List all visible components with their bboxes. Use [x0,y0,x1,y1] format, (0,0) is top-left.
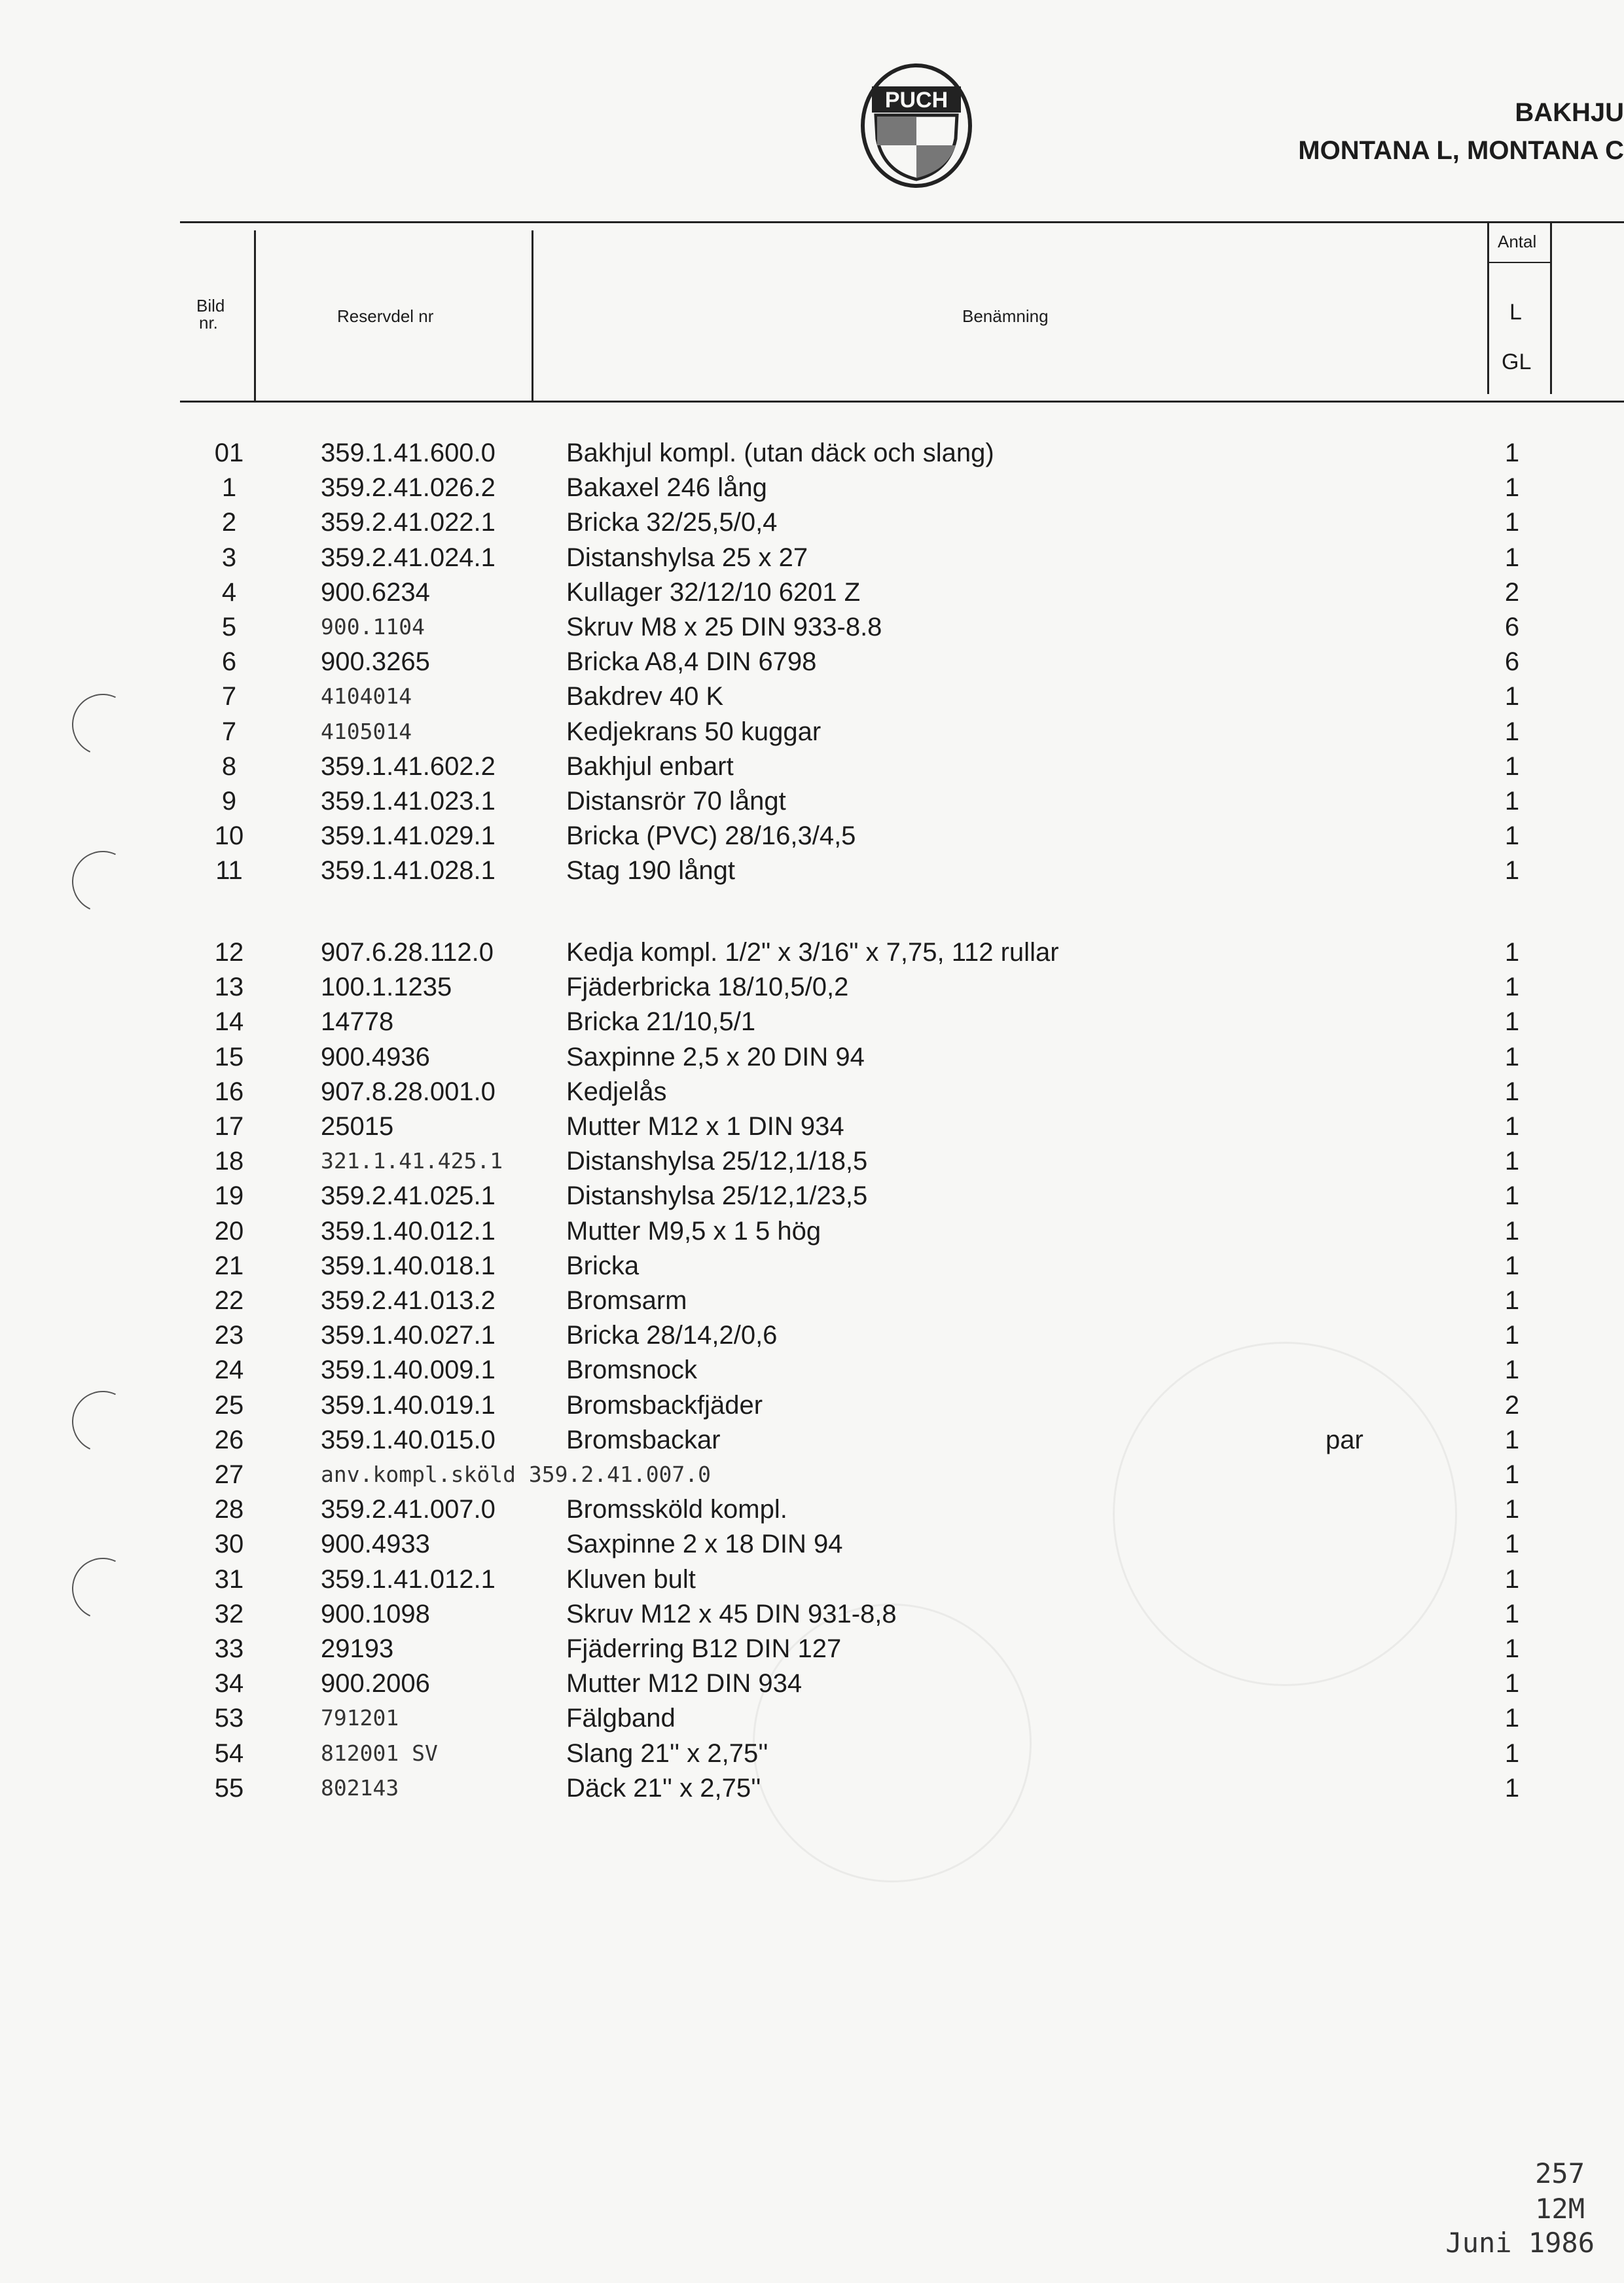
quantity-cell: 1 [1504,856,1520,886]
bild-nr-cell: 9 [221,787,237,816]
table-row [0,1700,1624,1736]
bild-nr-cell: 20 [214,1216,244,1246]
description-cell: Stag 190 långt [566,856,735,886]
bild-nr-cell: 30 [214,1530,244,1559]
part-number-cell: 359.1.41.029.1 [321,821,496,851]
description-cell: Bricka 32/25,5/0,4 [566,508,778,537]
header-nr: nr. [199,313,218,333]
table-row [0,969,1624,1005]
description-cell: Fälgband [566,1704,676,1733]
description-cell: Skruv M12 x 45 DIN 931-8,8 [566,1599,897,1628]
bild-nr-cell: 19 [214,1181,244,1211]
unit-note-cell: par [1326,1425,1363,1454]
quantity-cell: 1 [1504,938,1520,967]
table-row [0,1736,1624,1771]
bild-nr-cell: 17 [214,1112,244,1141]
table-row [0,818,1624,854]
bild-nr-cell: 3 [221,543,237,572]
quantity-cell: 1 [1504,973,1520,1002]
part-number-cell: 907.8.28.001.0 [321,1077,496,1106]
header-gl: GL [1502,350,1532,374]
quantity-cell: 2 [1504,1390,1520,1420]
quantity-cell: 1 [1504,751,1520,781]
quantity-cell: 1 [1504,787,1520,816]
bild-nr-cell: 6 [221,647,237,677]
column-divider [532,230,533,402]
bild-nr-cell: 5 [221,613,237,641]
bild-nr-cell: 16 [214,1077,244,1106]
table-row [0,1422,1624,1458]
table-row [0,749,1624,784]
description-cell: Kedja kompl. 1/2" x 3/16" x 7,75, 112 rullar [566,938,1059,967]
table-row [0,1283,1624,1318]
part-number-cell: 907.6.28.112.0 [321,938,494,967]
part-number-cell: 900.1098 [321,1599,430,1628]
description-cell: Kluven bult [566,1564,696,1594]
header-bild: Bild [196,296,225,315]
edition-code: 12M [1535,2193,1585,2225]
description-cell: Saxpinne 2,5 x 20 DIN 94 [566,1042,865,1071]
column-divider [1550,223,1552,394]
header-reservdel: Reservdel nr [337,306,434,326]
description-cell: Mutter M12 DIN 934 [566,1669,803,1699]
part-number-cell: 359.1.41.602.2 [321,751,496,781]
quantity-cell: 1 [1504,1669,1520,1699]
description-cell: Fjäderring B12 DIN 127 [566,1634,842,1663]
description-cell: Bricka A8,4 DIN 6798 [566,647,817,677]
table-row [0,783,1624,819]
column-divider [1487,223,1489,394]
table-row [0,1492,1624,1527]
description-cell: Skruv M8 x 25 DIN 933-8.8 [566,613,882,641]
part-number-cell: 4104014 [321,683,412,710]
bild-nr-cell: 12 [214,938,244,967]
part-number-cell: 900.1104 [321,614,425,639]
bild-nr-cell: 18 [214,1147,244,1176]
description-cell: Bromsbackfjäder [566,1390,763,1420]
quantity-cell: 1 [1504,543,1520,572]
description-cell: Fjäderbricka 18/10,5/0,2 [566,973,849,1002]
table-row [0,714,1624,749]
bild-nr-cell: 2 [221,508,237,537]
table-row [0,853,1624,888]
part-number-cell: 321.1.41.425.1 [321,1148,503,1174]
part-number-cell: 359.1.41.012.1 [321,1564,496,1594]
description-cell: Bromsnock [566,1356,698,1385]
header-benamning: Benämning [962,306,1049,326]
part-number-cell: 812001 SV [321,1740,438,1766]
bild-nr-cell: 23 [214,1321,244,1350]
part-number-cell: 359.1.41.028.1 [321,856,496,886]
logo-text: PUCH [884,88,948,113]
table-header-bottom-rule [180,401,1624,403]
table-row [0,1213,1624,1249]
table-row [0,679,1624,714]
description-cell: Bakhjul enbart [566,751,734,781]
bild-nr-cell: 24 [214,1356,244,1385]
quantity-cell: 1 [1504,473,1520,503]
bild-nr-cell: 21 [214,1251,244,1280]
table-row [0,435,1624,471]
bild-nr-cell: 31 [214,1564,244,1594]
bild-nr-cell: 4 [221,577,237,607]
table-row [0,1109,1624,1144]
part-number-cell: 25015 [321,1112,394,1141]
description-cell: Kedjelås [566,1077,667,1106]
description-cell: Mutter M12 x 1 DIN 934 [566,1112,844,1141]
table-row [0,1318,1624,1353]
description-cell: Bricka (PVC) 28/16,3/4,5 [566,821,856,851]
quantity-cell: 1 [1504,1007,1520,1037]
quantity-cell: 1 [1504,1773,1520,1803]
quantity-cell: 1 [1504,1042,1520,1071]
quantity-cell: 1 [1504,682,1520,711]
description-cell: Distanshylsa 25 x 27 [566,543,808,572]
quantity-cell: 1 [1504,1704,1520,1733]
description-cell: Slang 21'' x 2,75'' [566,1738,768,1768]
header-antal: Antal [1498,232,1537,251]
part-number-cell: 29193 [321,1634,394,1663]
description-cell: Bromsbackar [566,1425,721,1454]
table-row [0,540,1624,575]
table-row [0,1178,1624,1213]
table-row [0,1248,1624,1284]
part-number-cell: anv.kompl.sköld 359.2.41.007.0 [321,1462,712,1487]
bild-nr-cell: 27 [214,1460,244,1489]
description-cell: Bakhjul kompl. (utan däck och slang) [566,439,994,467]
part-number-cell: 359.2.41.024.1 [321,543,496,572]
table-row [0,1039,1624,1075]
part-number-cell: 359.1.40.018.1 [321,1251,496,1280]
bild-nr-cell: 1 [221,473,237,503]
bild-nr-cell: 34 [214,1669,244,1699]
description-cell: Däck 21'' x 2,75'' [566,1773,761,1803]
bild-nr-cell: 54 [214,1738,244,1768]
header-l: L [1509,300,1522,325]
part-number-cell: 900.3265 [321,647,430,677]
description-cell: Bakaxel 246 lång [566,473,767,503]
edition-date: Juni 1986 [1445,2227,1595,2259]
quantity-cell: 1 [1504,1599,1520,1628]
bild-nr-cell: 15 [214,1042,244,1071]
quantity-cell: 1 [1504,1112,1520,1141]
table-row [0,1631,1624,1666]
table-row [0,1457,1624,1492]
part-number-cell: 359.2.41.013.2 [321,1286,496,1315]
description-cell: Saxpinne 2 x 18 DIN 94 [566,1530,843,1559]
part-number-cell: 359.2.41.025.1 [321,1181,496,1211]
quantity-cell: 6 [1504,613,1520,641]
table-row [0,1352,1624,1388]
table-row [0,1526,1624,1562]
description-cell: Bricka [566,1251,640,1280]
column-divider [254,230,256,402]
bild-nr-cell: 01 [214,439,244,467]
quantity-cell: 1 [1504,1181,1520,1211]
puch-logo-icon [857,60,975,191]
quantity-cell: 1 [1504,1530,1520,1559]
table-row [0,1596,1624,1632]
bild-nr-cell: 25 [214,1390,244,1420]
bild-nr-cell: 13 [214,973,244,1002]
quantity-cell: 1 [1504,1077,1520,1106]
part-number-cell: 900.4936 [321,1042,430,1071]
part-number-cell: 100.1.1235 [321,973,452,1002]
table-row [0,609,1624,645]
part-number-cell: 359.2.41.026.2 [321,473,496,503]
part-number-cell: 359.1.41.023.1 [321,787,496,816]
quantity-cell: 1 [1504,821,1520,851]
part-number-cell: 900.6234 [321,577,430,607]
description-cell: Bakdrev 40 K [566,682,724,711]
table-row [0,1143,1624,1179]
quantity-cell: 1 [1504,1251,1520,1280]
part-number-cell: 791201 [321,1705,399,1731]
part-number-cell: 4105014 [321,718,412,744]
bild-nr-cell: 26 [214,1425,244,1454]
part-number-cell: 802143 [321,1774,399,1801]
table-row [0,1666,1624,1701]
bild-nr-cell: 14 [214,1007,244,1037]
quantity-cell: 1 [1504,439,1520,467]
quantity-cell: 1 [1504,1216,1520,1246]
table-row [0,1074,1624,1109]
table-row [0,1562,1624,1597]
bild-nr-cell: 7 [221,717,237,746]
quantity-cell: 1 [1504,1634,1520,1663]
part-number-cell: 359.2.41.022.1 [321,508,496,537]
table-row [0,1771,1624,1806]
bild-nr-cell: 53 [214,1704,244,1733]
quantity-cell: 1 [1504,1425,1520,1454]
bild-nr-cell: 32 [214,1599,244,1628]
part-number-cell: 359.2.41.007.0 [321,1495,496,1524]
model-title: MONTANA L, MONTANA C [1298,136,1624,165]
quantity-cell: 1 [1504,1286,1520,1315]
part-number-cell: 359.1.40.027.1 [321,1321,496,1350]
table-row [0,935,1624,970]
bild-nr-cell: 11 [215,856,243,886]
table-row [0,470,1624,505]
bild-nr-cell: 55 [214,1773,244,1803]
quantity-cell: 1 [1504,1321,1520,1350]
bild-nr-cell: 28 [214,1495,244,1524]
description-cell: Bricka 28/14,2/0,6 [566,1321,778,1350]
quantity-cell: 1 [1504,508,1520,537]
part-number-cell: 900.2006 [321,1669,430,1699]
description-cell: Distansrör 70 långt [566,787,786,816]
table-top-rule [180,221,1624,223]
part-number-cell: 359.1.40.012.1 [321,1216,496,1246]
antal-underline [1487,262,1550,263]
part-number-cell: 14778 [321,1007,394,1037]
table-row [0,644,1624,679]
bild-nr-cell: 10 [214,821,244,851]
description-cell: Bromssköld kompl. [566,1495,787,1524]
quantity-cell: 1 [1504,1460,1520,1489]
quantity-cell: 1 [1504,1356,1520,1385]
table-row [0,505,1624,540]
quantity-cell: 1 [1504,717,1520,746]
quantity-cell: 1 [1504,1564,1520,1594]
bild-nr-cell: 7 [221,682,237,711]
part-number-cell: 359.1.41.600.0 [321,439,496,467]
table-row [0,575,1624,610]
description-cell: Bricka 21/10,5/1 [566,1007,756,1037]
quantity-cell: 1 [1504,1738,1520,1768]
part-number-cell: 359.1.40.009.1 [321,1356,496,1385]
bild-nr-cell: 8 [221,751,237,781]
description-cell: Distanshylsa 25/12,1/18,5 [566,1147,868,1176]
quantity-cell: 2 [1504,577,1520,607]
section-title: BAKHJU [1515,98,1624,127]
description-cell: Distanshylsa 25/12,1/23,5 [566,1181,868,1211]
bild-nr-cell: 22 [214,1286,244,1315]
description-cell: Mutter M9,5 x 1 5 hög [566,1216,821,1246]
table-row [0,1004,1624,1039]
part-number-cell: 900.4933 [321,1530,430,1559]
part-number-cell: 359.1.40.015.0 [321,1425,496,1454]
description-cell: Bromsarm [566,1286,687,1315]
table-row [0,1388,1624,1423]
description-cell: Kullager 32/12/10 6201 Z [566,577,861,607]
quantity-cell: 1 [1504,1495,1520,1524]
quantity-cell: 1 [1504,1147,1520,1176]
quantity-cell: 6 [1504,647,1520,677]
bild-nr-cell: 33 [214,1634,244,1663]
description-cell: Kedjekrans 50 kuggar [566,717,821,746]
page-number: 257 [1535,2157,1585,2189]
part-number-cell: 359.1.40.019.1 [321,1390,496,1420]
